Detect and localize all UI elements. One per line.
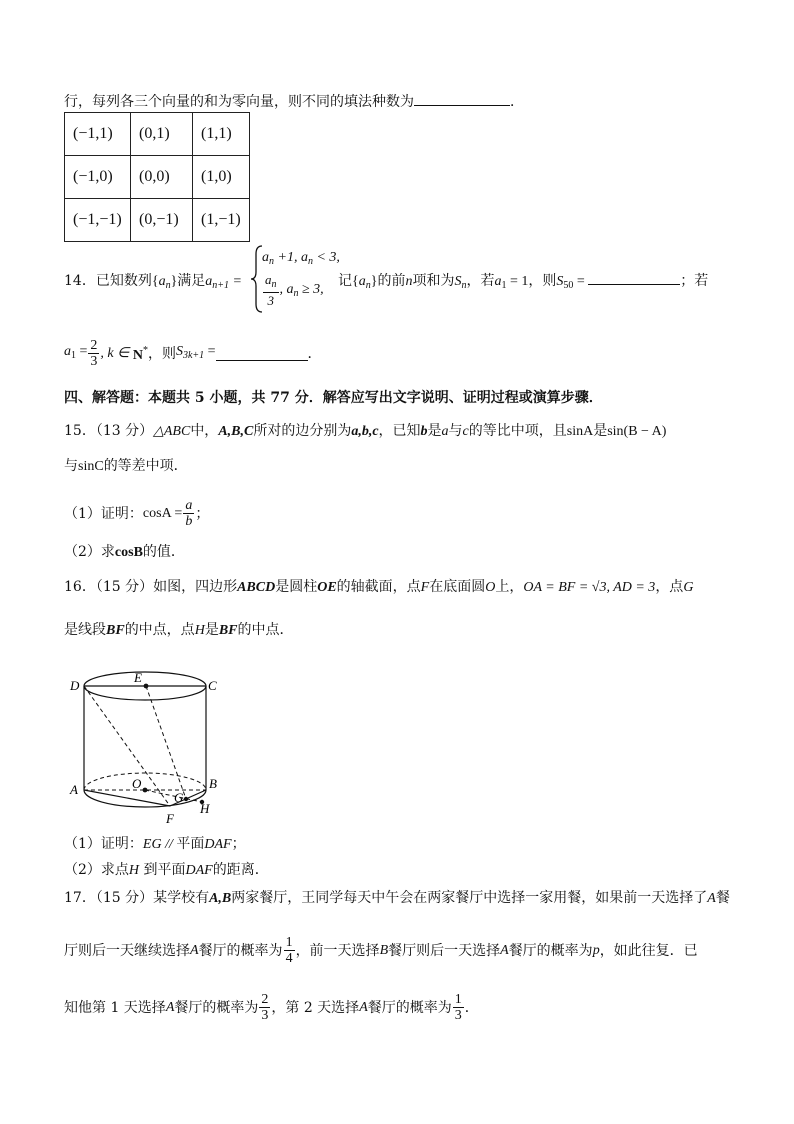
- q15-text: 的等比中项，且: [468, 423, 567, 439]
- label-f: F: [166, 811, 174, 826]
- table-cell: (−1,1): [65, 113, 131, 156]
- q16-text: 是圆柱: [275, 579, 318, 595]
- s50-eq: =: [576, 274, 585, 289]
- q15-text: 是: [593, 423, 608, 439]
- restaurants-ab: A,B: [209, 891, 232, 906]
- triangle-abc: △ABC: [153, 424, 191, 439]
- plane-daf: DAF: [185, 863, 213, 878]
- q17-text: ，如此往复．已: [599, 942, 698, 959]
- q17-line2: [64, 935, 698, 966]
- n-symbol: n: [405, 274, 413, 289]
- q17-text: ，前一天选择: [295, 942, 380, 959]
- cylinder-figure: [66, 664, 226, 830]
- part-label: （1）证明：: [64, 836, 143, 852]
- q14-text: 已知数列: [95, 273, 152, 289]
- q15-text: 与: [64, 458, 78, 474]
- q15-text: 的等差中项．: [103, 458, 188, 474]
- question-number: 15．: [64, 423, 96, 439]
- q16-text: 的距离．: [212, 862, 269, 878]
- q16-text: 到平面: [143, 862, 186, 878]
- plane-daf: DAF: [204, 837, 232, 852]
- q17-text: 厅则后一天继续选择: [64, 942, 190, 959]
- table-cell: (−1,−1): [65, 199, 131, 242]
- fraction-denominator: 4: [285, 951, 293, 966]
- q16-text: 的中点，点: [124, 622, 195, 638]
- vector-grid-table: [64, 112, 250, 242]
- question-number: 16．: [64, 579, 96, 595]
- point-f: F: [420, 580, 430, 595]
- side-c: c: [462, 424, 469, 439]
- question-number: 14．: [64, 273, 96, 289]
- k-condition: , k ∈: [100, 345, 130, 361]
- sinC: sinC: [78, 459, 104, 474]
- a1-value: = 1: [509, 274, 529, 289]
- q16-text: 的中点．: [237, 622, 294, 638]
- fraction-denominator: b: [185, 514, 193, 529]
- q16-part1: [64, 834, 246, 855]
- q16-text: 在底面圆: [429, 579, 486, 595]
- q14-text: 满足: [177, 273, 206, 289]
- q16-text: ，点: [655, 579, 684, 595]
- q15-text: 与: [448, 423, 463, 439]
- restaurant-a: A: [190, 942, 199, 958]
- q13-tail-line: 行，每列各三个向量的和为零向量，则不同的填法种数为 ．: [64, 94, 524, 110]
- q14-line2: $a_1$ = $\frac{2}{3}$ , k ∈ N* ，则 $S_{3k+1}$ = ．: [64, 338, 322, 369]
- restaurant-a: A: [165, 999, 175, 1015]
- score: （15 分）: [95, 579, 154, 595]
- q16-text: ；: [231, 836, 246, 852]
- q15-part1: [64, 498, 209, 529]
- q17-text: 餐厅则后一天选择: [388, 942, 501, 959]
- q15-text: 的值．: [142, 544, 185, 560]
- segment-bf: BF: [106, 623, 125, 638]
- q17-line1: [64, 888, 730, 909]
- answer-blank[interactable]: [216, 347, 308, 361]
- label-b: B: [209, 776, 217, 791]
- segment-bf: BF: [218, 623, 238, 638]
- sinA: sinA: [566, 424, 594, 439]
- restaurant-a: A: [500, 942, 509, 958]
- table-row: [65, 199, 250, 242]
- q17-line3: [64, 992, 479, 1023]
- q17-text: 餐: [715, 890, 730, 906]
- part-label: （1）证明：: [64, 505, 143, 522]
- point-h: H: [194, 623, 205, 638]
- table-cell: (0,1): [131, 113, 193, 156]
- q14-text: ，则: [147, 345, 176, 362]
- fraction-numerator: 1: [285, 935, 293, 950]
- cosB: cosB: [114, 545, 143, 560]
- label-d: D: [70, 678, 80, 693]
- q16-line1: [64, 577, 693, 598]
- q17-text: ，第 2 天选择: [271, 999, 360, 1016]
- side-b: b: [420, 424, 428, 439]
- q17-text: 餐厅的概率为: [508, 942, 593, 959]
- point-g: G: [683, 580, 694, 595]
- q15-text: 所对的边分别为: [253, 423, 352, 439]
- label-h: H: [200, 801, 210, 816]
- side-a: a: [441, 424, 449, 439]
- q15-text: ；: [195, 505, 210, 522]
- q14-text: ，则: [528, 273, 557, 289]
- label-a: A: [70, 782, 78, 797]
- q16-text: 的轴截面，点: [336, 579, 421, 595]
- q16-text: 上，: [495, 579, 524, 595]
- point-o: O: [485, 580, 496, 595]
- q15-text: ，已知: [378, 423, 421, 439]
- q16-text: 如图，四边形: [153, 579, 238, 595]
- label-o: O: [132, 776, 142, 791]
- q14-text: 记: [338, 273, 352, 289]
- label-g: G: [174, 790, 184, 805]
- a-n-plus-1: $a_{n+1}$ =: [205, 274, 242, 291]
- q14-text: 项和为: [412, 273, 455, 289]
- fraction-numerator: 2: [261, 992, 269, 1007]
- q16-text: 是: [204, 622, 219, 638]
- cosA: cosA =: [142, 505, 183, 521]
- q16-text: 平面: [176, 836, 205, 852]
- table-cell: (1,0): [193, 156, 250, 199]
- q17-text: 两家餐厅，王同学每天中午会在两家餐厅中选择一家用餐，如果前一天选择了: [231, 890, 708, 906]
- part-label: （2）求: [64, 544, 115, 560]
- q17-text: 餐厅的概率为: [367, 999, 452, 1016]
- q17-text: ．: [464, 999, 479, 1016]
- answer-blank[interactable]: [588, 271, 680, 285]
- naturals-symbol: N: [132, 348, 143, 363]
- q16-line2: [64, 620, 294, 641]
- probability-p: p: [592, 942, 600, 958]
- seq-an: $\{a_n\}$: [151, 274, 178, 291]
- question-number: 17．: [64, 890, 96, 906]
- q15-text: 是: [427, 423, 442, 439]
- q13-text: 行，每列各三个向量的和为零向量，则不同的填法种数为: [64, 94, 414, 110]
- q14-text: 的前: [377, 273, 406, 289]
- angles: A,B,C: [218, 424, 254, 439]
- answer-blank[interactable]: [414, 92, 510, 106]
- q17-text: 餐厅的概率为: [174, 999, 259, 1016]
- table-row: [65, 113, 250, 156]
- table-cell: (−1,0): [65, 156, 131, 199]
- restaurant-a: A: [707, 891, 716, 906]
- sides: a,b,c: [351, 424, 379, 439]
- table-cell: (1,1): [193, 113, 250, 156]
- score: （15 分）: [95, 890, 154, 906]
- sin-b-minus-a: sin(B − A): [607, 424, 667, 439]
- q14-text: ；若: [680, 273, 709, 289]
- q15-line1: [64, 421, 666, 442]
- table-row: [65, 156, 250, 199]
- piecewise-case1: $a_n +1$, $a_n < 3$,: [262, 250, 340, 267]
- q16-text: 是线段: [64, 622, 106, 638]
- q15-part2: [64, 542, 185, 563]
- fraction-denominator: 3: [261, 1008, 269, 1023]
- s3k-eq: =: [207, 343, 216, 359]
- lengths: OA = BF = √3, AD = 3: [523, 580, 656, 595]
- oe: OE: [317, 580, 337, 595]
- q14-line1: [64, 271, 242, 296]
- part-label: （2）求点: [64, 862, 129, 878]
- q15-text: 中，: [190, 423, 219, 439]
- q14-text: ，若: [466, 273, 495, 289]
- score: （13 分）: [95, 423, 154, 439]
- fraction-denominator: 3: [454, 1008, 462, 1023]
- table-cell: (0,−1): [131, 199, 193, 242]
- q16-part2: [64, 860, 269, 881]
- q15-line2: [64, 456, 188, 477]
- seq-symbol: a: [158, 274, 166, 289]
- restaurant-b: B: [379, 942, 389, 958]
- q17-text: 某学校有: [153, 890, 210, 906]
- abcd: ABCD: [237, 580, 276, 595]
- piecewise-case2: $\frac{a_n}{3}$ , $a_n \ge 3$,: [265, 272, 324, 308]
- fraction-numerator: 1: [454, 992, 462, 1007]
- restaurant-a: A: [359, 999, 368, 1015]
- fraction-numerator: a: [185, 498, 193, 513]
- section-heading: 四、解答题：本题共 5 小题，共 77 分．解答应写出文字说明、证明过程或演算步骤．: [64, 390, 603, 406]
- table-cell: (1,−1): [193, 199, 250, 242]
- point-h: H: [128, 863, 140, 878]
- label-e: E: [134, 670, 142, 685]
- q17-text: 餐厅的概率为: [198, 942, 283, 959]
- q14-line1-right: 记$\{a_n\}$的前n项和为$S_n$，若$a_1 = 1$，则$S_{50}$ = ；若: [338, 273, 709, 291]
- q17-text: 知他第 1 天选择: [64, 999, 166, 1016]
- label-c: C: [208, 678, 217, 693]
- eg-parallel: EG //: [142, 837, 177, 852]
- table-cell: (0,0): [131, 156, 193, 199]
